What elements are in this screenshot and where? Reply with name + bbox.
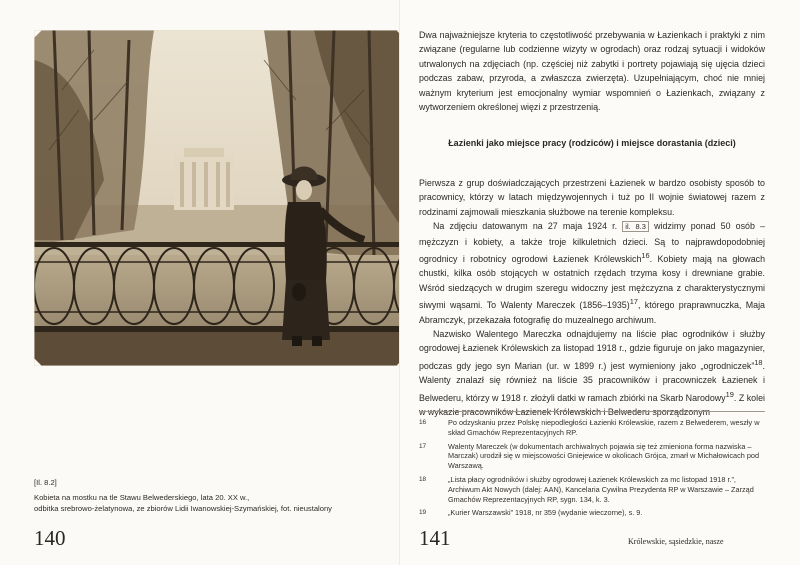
footnote: 17 Walenty Mareczek (w dokumentach archiwalnych pojawia się też zmieniona forma nazwiska – Marczak) urodził się w miejscowości Gniejewice w okolicach Grójca, zmarł w Michałowicach pod Warszawą. [419,441,760,471]
caption-line-1: Kobieta na mostku na tle Stawu Belwederskiego, lata 20. XX w., [34,493,250,502]
section-heading: Łazienki jako miejsce pracy (rodziców) i miejsce dorastania (dzieci) [448,138,736,148]
footnote: 18 „Lista płacy ogrodników i służby ogrodowej Łazienek Królewskich za mc listopad 1918 r.”, Archiwum Akt Nowych (dalej: AAN), Kancelaria Cywilna Prezydenta RP w Warszawie – Zarząd Gmachów Reprezentacyjnych RP, sygn. 134, k. 3. [419,474,754,504]
footnote: 19 „Kurier Warszawski” 1918, nr 359 (wydanie wieczorne), s. 9. [419,508,643,518]
caption-ref: [Il. 8.2] [34,478,57,487]
page-number-right: 141 [419,526,451,550]
belweder-building [174,148,234,210]
footnote-divider [419,411,765,412]
main-text [419,176,765,419]
photo-caption [34,477,374,514]
page-number-left: 140 [34,526,66,550]
footnote-ref-16[interactable]: 16 [641,251,650,261]
footnote-ref-18[interactable]: 18 [754,357,763,367]
intro-paragraph [419,28,765,114]
footnote-ref-19[interactable]: 19 [725,389,734,399]
footnote-ref-17[interactable]: 17 [629,297,638,307]
footnotes [419,418,765,522]
archival-photo [34,30,404,366]
intro-text: Dwa najważniejsze kryteria to częstotliwość przebywania w Łazienkach i praktyki z nim związane (regularne lub codzienne wizyty w ogrodach) oraz rodzaj sytuacji i widoków utrwalonych na zdjęciach (np. częściej niż zabytki i portrety pojawiają się ujęcia dzieci podczas zabaw, przyroda, a zwłaszcza zwierzęta). Uzupełniającym, choć nie mniej ważnym kryterium jest emocjonalny wymiar wspomnień o Łazienkach, związany z wytworzeniem określonej więzi z przestrzenią. [419,30,765,113]
paragraph-1: Pierwsza z grup doświadczających przestrzeni Łazienek w bardzo osobisty sposób to pracownicy, którzy w latach międzywojennych i tuż po II wojnie światowej razem z rodzinami zajmowali mieszkania służbowe na terenie kompleksu. [419,178,765,217]
figure-reference-link[interactable]: il. 8.3 [622,221,649,232]
paragraph-2: Na zdjęciu datowanym na 27 maja 1924 r. il. 8.3 widzimy ponad 50 osób – mężczyzn i kobiety, a także troje kilkuletnich dzieci. Są to najprawdopodobniej ogrodnicy i robotnicy ogrodowi Łazienek Królewskich$^{16}$. Kobiety mają na głowach chustki, kilka osób stojących w ostatnich rzędach trzyma kosy i drewniane grabie. Wśród siedzących w drugim szeregu widoczny jest mężczyzna z charakterystycznymi siwymi wąsami. To Walenty Mareczek (1856–1935)$^{17}$, którego praprawnuczka, Maja Abramczyk, przekazała fotografię do muzealnego archiwum. [419,221,766,325]
caption-line-2: odbitka srebrowo-żelatynowa, ze zbiorów Lidii Iwanowskiej-Szymańskiej, fot. nieustalony [34,504,332,513]
footnote: 16 Po odzyskaniu przez Polskę niepodległości Łazienki Królewskie, razem z Belwederem, weszły w skład Gmachów Reprezentacyjnych RP. [419,418,760,437]
running-footer: Królewskie, sąsiedzkie, nasze [628,537,724,546]
paragraph-3: Nazwisko Walentego Mareczka odnajdujemy na liście płac ogrodników i służby ogrodowej Łazienek Królewskich za listopad 1918 r., gdzie figuruje on jako magazynier, podczas gdy jego syn Marian (ur. w 1899 r.) jest wymieniony jako „ogrodniczek”$^{18}$. Walenty znalazł się również na liście 35 pracowników i pracowniczek Łazienek i Belwederu, którzy w 1918 r. złożyli datki w ramach zbiórki na Skarb Narodowy$^{19}$. Z kolei [419,329,765,403]
